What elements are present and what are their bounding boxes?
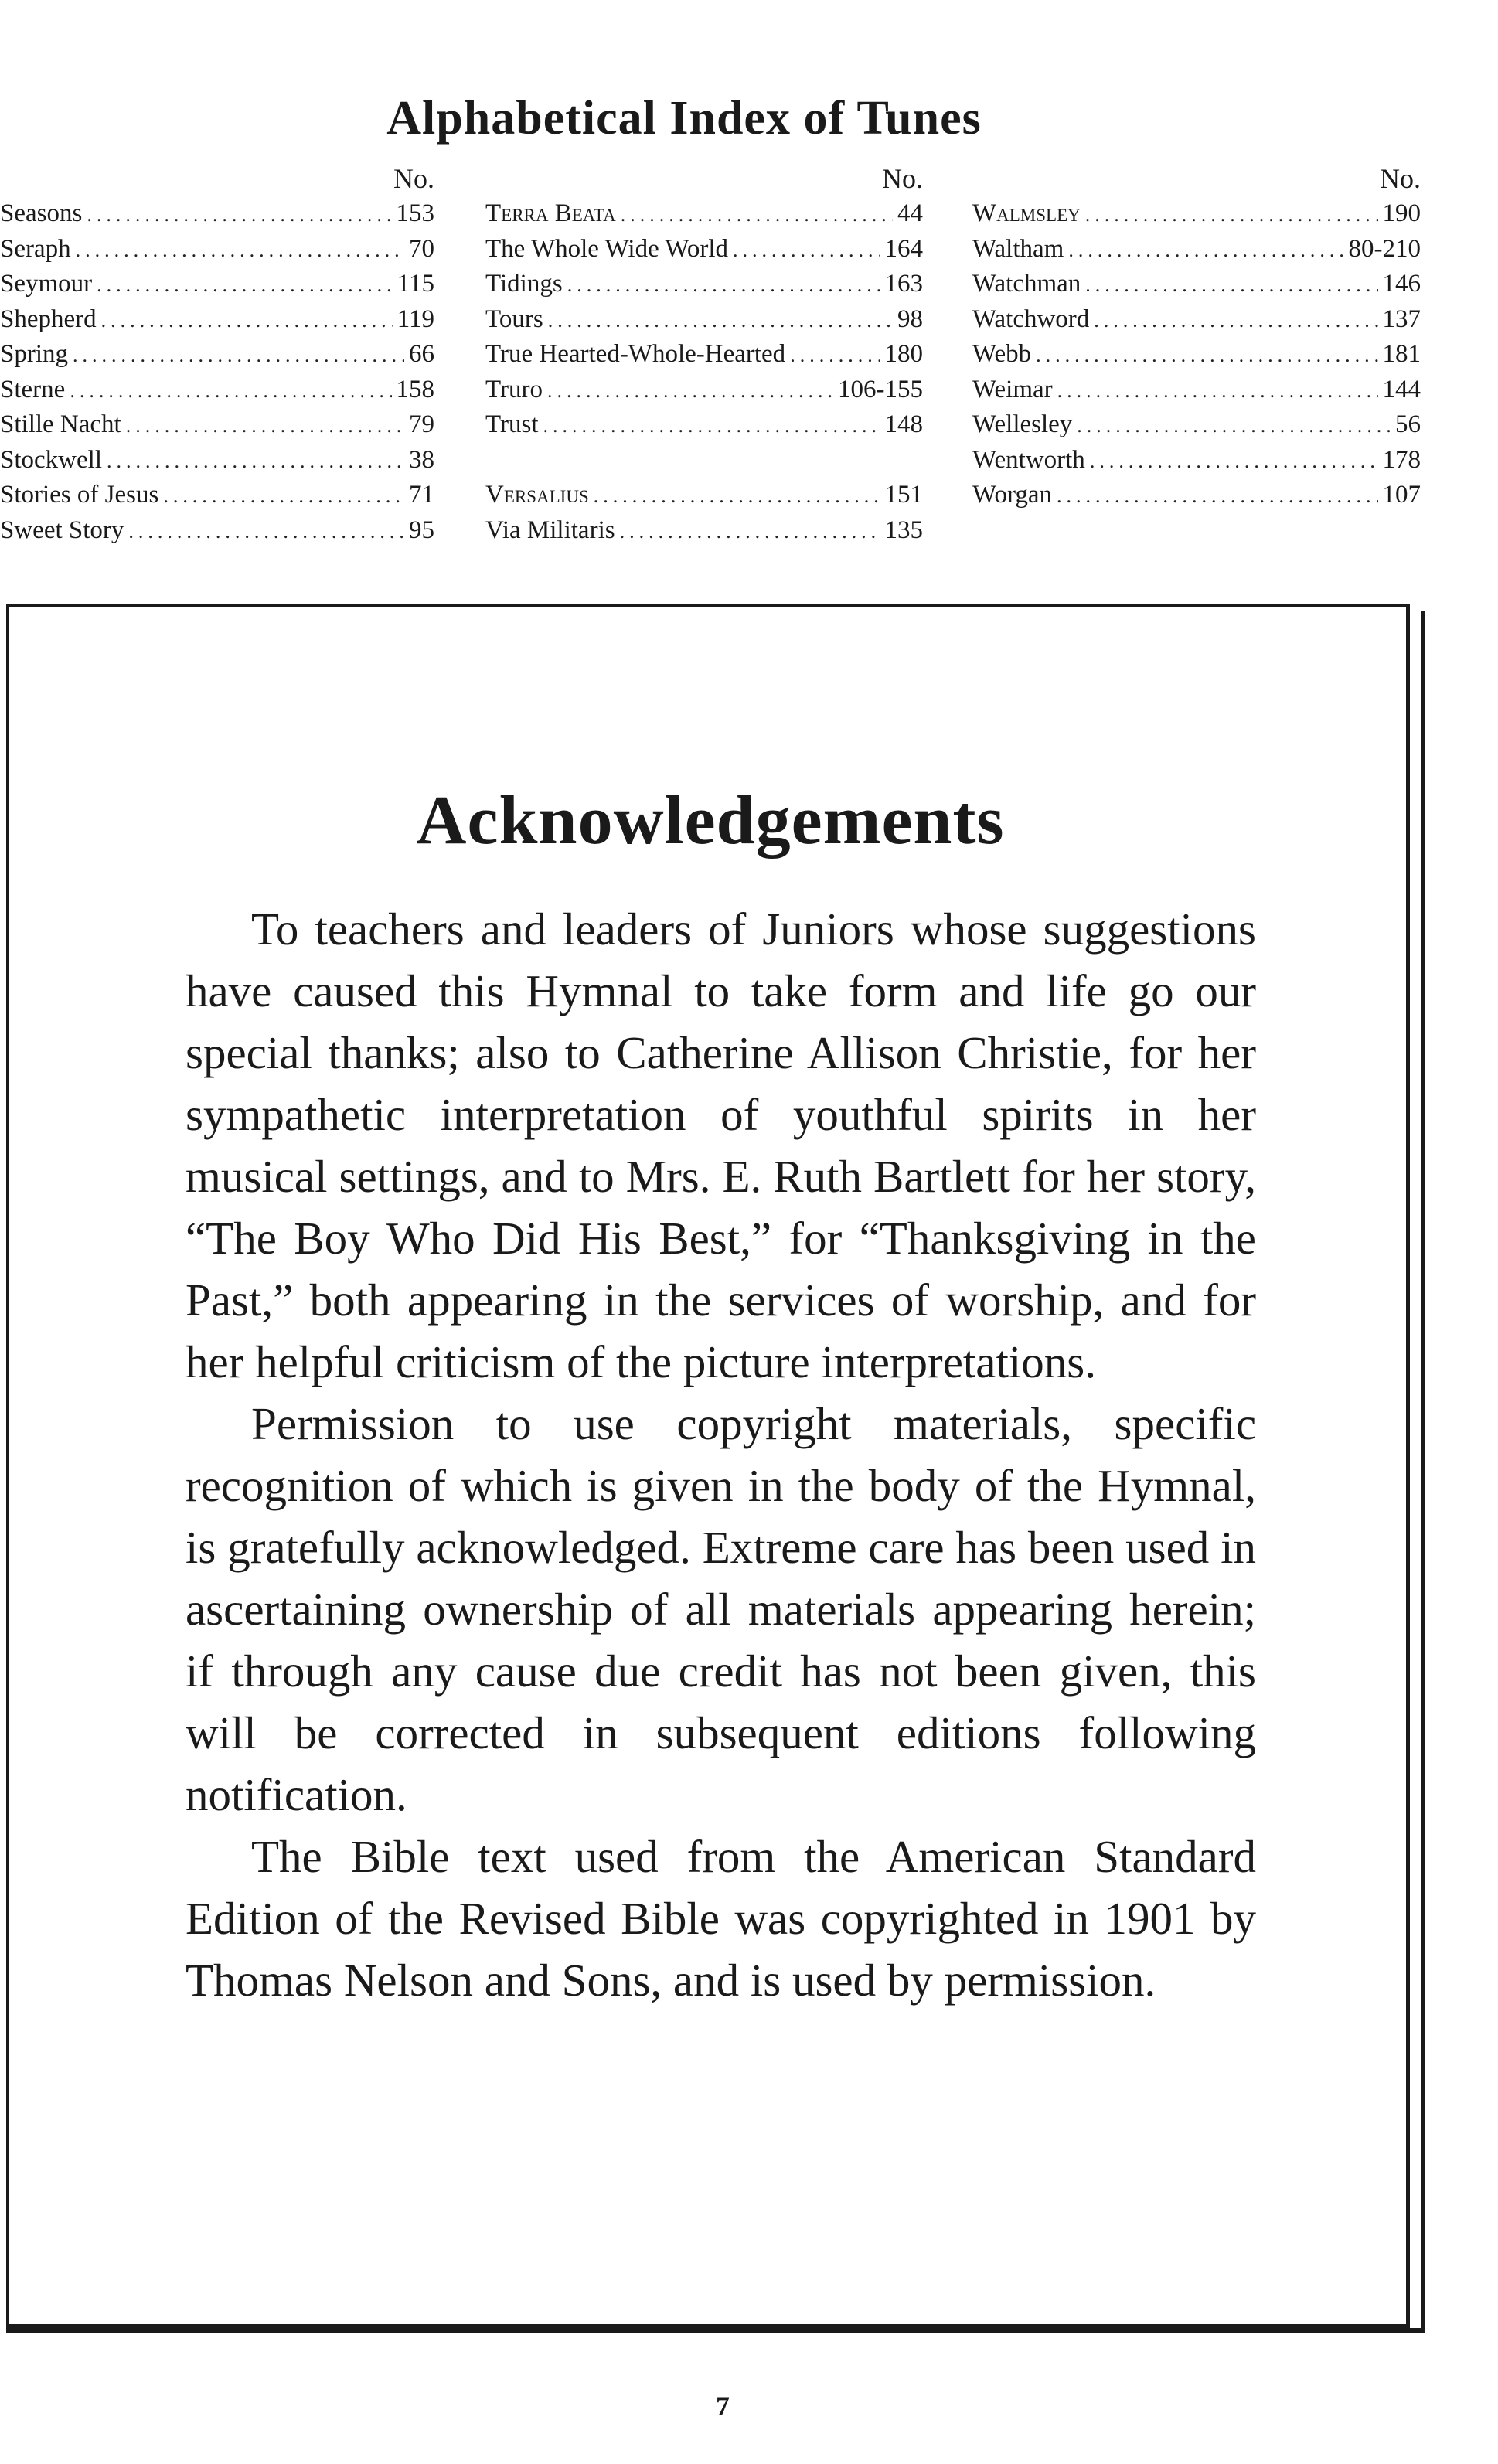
tune-number: 164 <box>884 234 923 263</box>
index-entry <box>485 302 923 338</box>
tune-name: Sterne <box>0 375 66 403</box>
index-entry <box>485 513 923 549</box>
index-entry <box>0 267 434 302</box>
tune-number: 95 <box>409 516 434 544</box>
tune-name: Weimar <box>972 375 1053 403</box>
tune-name: Webb <box>972 340 1032 368</box>
leader-dots <box>76 233 404 268</box>
leader-dots <box>1077 408 1391 444</box>
tune-name: Versalius <box>485 481 589 509</box>
index-entry <box>972 232 1421 267</box>
tune-name: Truro <box>485 375 543 403</box>
tune-name: Wentworth <box>972 445 1085 474</box>
index-entry <box>0 373 434 408</box>
tune-name: Waltham <box>972 234 1064 263</box>
tune-name: Trust <box>485 410 539 438</box>
frame-shadow-right <box>1421 611 1425 2333</box>
leader-dots <box>621 197 893 233</box>
leader-dots <box>1085 197 1378 233</box>
tune-name: Stories of Jesus <box>0 481 159 509</box>
tune-number: 146 <box>1382 270 1421 298</box>
tune-name: Seymour <box>0 270 93 298</box>
tune-name: The Whole Wide World <box>485 234 729 263</box>
leader-dots <box>594 478 880 514</box>
tune-number: 135 <box>884 516 923 544</box>
index-entry <box>972 407 1421 443</box>
acknowledgements-body <box>186 898 1256 2011</box>
tune-number: 38 <box>409 445 434 474</box>
index-entry <box>0 232 434 267</box>
tune-number: 180 <box>884 340 923 368</box>
tune-number: 153 <box>396 199 434 227</box>
index-entry <box>485 232 923 267</box>
index-column-3 <box>972 161 1421 513</box>
index-entry <box>972 267 1421 302</box>
index-entry <box>972 373 1421 408</box>
tune-name: Seraph <box>0 234 71 263</box>
tune-name: Shepherd <box>0 305 97 333</box>
leader-dots <box>543 408 880 444</box>
tune-name: Sweet Story <box>0 516 124 544</box>
tune-number: 148 <box>884 410 923 438</box>
tune-number: 115 <box>397 270 434 298</box>
acknowledgements-paragraph: The Bible text used from the American Standard Edition of the Revised Bible was copyrighted in 1901 by Thomas Nelson and Sons, and is used by permission. <box>186 1831 1256 2006</box>
tune-number: 181 <box>1382 340 1421 368</box>
index-entry <box>485 373 923 408</box>
tune-number: 107 <box>1382 481 1421 509</box>
tune-number: 66 <box>409 340 434 368</box>
acknowledgements-title: Acknowledgements <box>416 782 1005 859</box>
leader-dots <box>163 478 404 514</box>
leader-dots <box>1085 267 1377 303</box>
tune-number: 56 <box>1395 410 1421 438</box>
leader-dots <box>1094 303 1377 339</box>
tune-number: 119 <box>397 305 434 333</box>
leader-dots <box>1057 478 1377 514</box>
column-no-label: No. <box>882 163 923 194</box>
tune-name: Stockwell <box>0 445 102 474</box>
tune-name: Tours <box>485 305 543 333</box>
tune-name: Walmsley <box>972 199 1081 227</box>
tune-number: 98 <box>897 305 923 333</box>
index-entry <box>972 337 1421 373</box>
index-entry <box>972 478 1421 513</box>
column-no-label: No. <box>393 163 434 194</box>
leader-dots <box>107 444 404 479</box>
leader-dots <box>1036 338 1377 373</box>
index-entry <box>972 196 1421 232</box>
leader-dots <box>1068 233 1343 268</box>
index-entry <box>485 407 923 443</box>
tune-number: 158 <box>396 375 434 403</box>
tune-name: Terra Beata <box>485 199 616 227</box>
tune-name: Via Militaris <box>485 516 615 544</box>
leader-dots <box>620 514 880 550</box>
index-entry <box>485 337 923 373</box>
tune-number: 178 <box>1382 445 1421 474</box>
index-entry <box>0 407 434 443</box>
leader-dots <box>97 267 393 303</box>
index-entry <box>0 513 434 549</box>
tune-number: 70 <box>409 234 434 263</box>
tune-number: 137 <box>1382 305 1421 333</box>
tune-number: 151 <box>884 481 923 509</box>
index-column-1 <box>0 161 434 548</box>
index-entry <box>972 443 1421 478</box>
index-entry <box>972 302 1421 338</box>
leader-dots <box>128 514 404 550</box>
index-column-2 <box>485 161 923 548</box>
index-entry <box>485 478 923 513</box>
acknowledgements-paragraph: Permission to use copyright materials, specific recognition of which is given in the body of the Hymnal, is gratefully acknowledged. Extreme care has been used in ascertaining ownership of all materials appearing herein; if through any cause due credit has not been given, this will be corrected in subsequent editions following notification. <box>186 1398 1256 1820</box>
tune-name: Spring <box>0 340 69 368</box>
tune-number: 190 <box>1382 199 1421 227</box>
leader-dots <box>1057 373 1378 409</box>
tune-name: Tidings <box>485 270 563 298</box>
leader-dots <box>733 233 880 268</box>
tune-number: 144 <box>1382 375 1421 403</box>
leader-dots <box>101 303 393 339</box>
acknowledgements-paragraph: To teachers and leaders of Juniors whose suggestions have caused this Hymnal to take form and life go our special thanks; also to Catherine Allison Christie, for her sympathetic interpretation of youthful spirits in her musical settings, and to Mrs. E. Ruth Bartlett for her story, “The Boy Who Did His Best,” for “Thanksgiving in the Past,” both appearing in the services of worship, and for her helpful criticism of the picture interpretations. <box>186 904 1256 1387</box>
index-entry <box>0 337 434 373</box>
tune-name: True Hearted-Whole-Hearted <box>485 340 786 368</box>
leader-dots <box>790 338 880 373</box>
leader-dots <box>548 303 893 339</box>
tune-name: Wellesley <box>972 410 1073 438</box>
tune-name: Watchman <box>972 270 1081 298</box>
leader-dots <box>1090 444 1378 479</box>
leader-dots <box>567 267 880 303</box>
tune-name: Seasons <box>0 199 83 227</box>
page-number: 7 <box>716 2391 730 2421</box>
tune-name: Watchword <box>972 305 1090 333</box>
index-entry <box>485 196 923 232</box>
leader-dots <box>87 197 391 233</box>
tune-number: 71 <box>409 481 434 509</box>
tune-number: 106-155 <box>838 375 923 403</box>
tune-name: Stille Nacht <box>0 410 121 438</box>
index-entry <box>0 443 434 478</box>
leader-dots <box>126 408 404 444</box>
index-entry <box>0 196 434 232</box>
column-no-label: No. <box>1380 163 1421 194</box>
tune-name: Worgan <box>972 481 1053 509</box>
frame-shadow-bottom <box>6 2328 1425 2333</box>
index-entry <box>0 302 434 338</box>
index-title: Alphabetical Index of Tunes <box>386 92 982 145</box>
tune-number: 79 <box>409 410 434 438</box>
index-entry <box>0 478 434 513</box>
leader-dots <box>73 338 404 373</box>
tune-number: 80-210 <box>1348 234 1421 263</box>
leader-dots <box>547 373 833 409</box>
tune-number: 44 <box>897 199 923 227</box>
index-entry <box>485 267 923 302</box>
tune-number: 163 <box>884 270 923 298</box>
leader-dots <box>70 373 391 409</box>
